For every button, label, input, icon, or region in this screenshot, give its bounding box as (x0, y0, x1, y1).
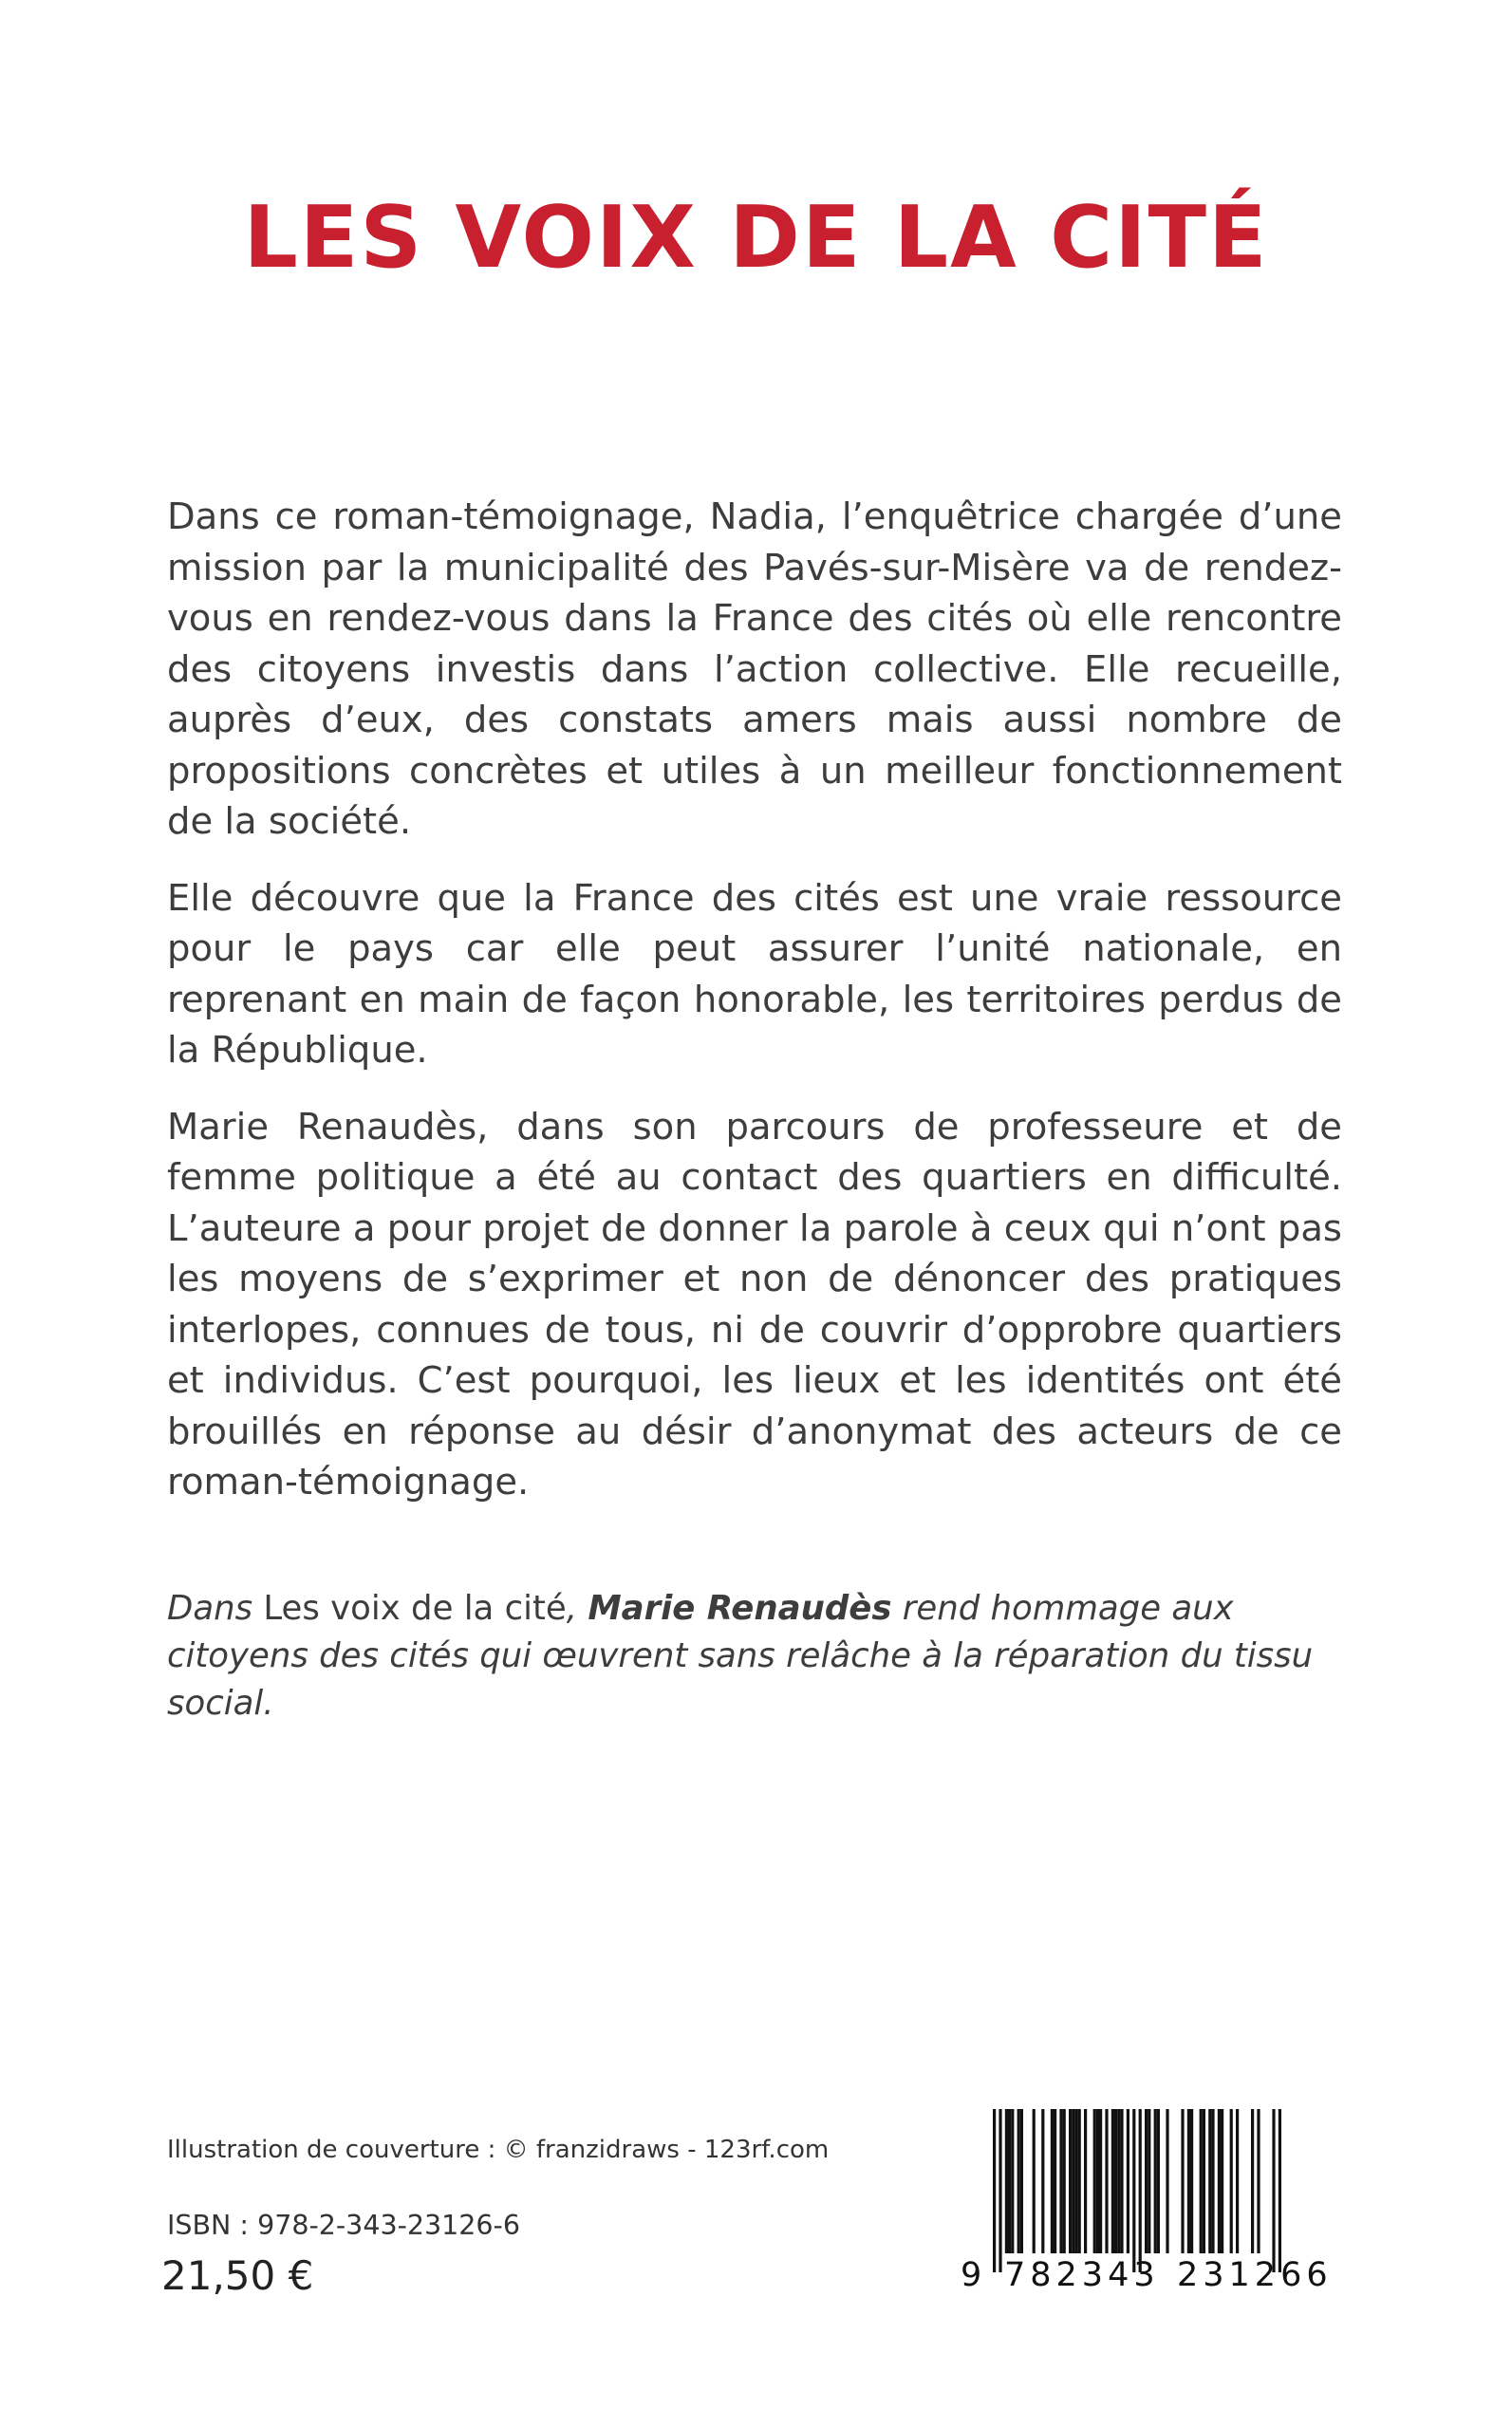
barcode-bar (1054, 2109, 1056, 2253)
barcode-bar (1114, 2109, 1117, 2253)
barcode-bar (1017, 2109, 1020, 2253)
barcode-bar (1005, 2109, 1008, 2253)
barcode-bar (1190, 2109, 1193, 2253)
barcode-bar (1139, 2109, 1142, 2272)
barcode-bar (1154, 2109, 1157, 2253)
barcode-bar (1099, 2109, 1102, 2253)
barcode-bar (1132, 2109, 1135, 2272)
summary (167, 492, 1342, 1534)
barcode-bar (1096, 2109, 1099, 2253)
barcode-bar (1279, 2109, 1281, 2272)
barcode-bar (1230, 2109, 1233, 2253)
barcode-bar (1117, 2109, 1120, 2253)
barcode-bar (1033, 2109, 1036, 2253)
tagline-text: rend hommage aux citoyens des cités qui œuvrent sans relâche à la réparation du tissu social. (167, 1589, 1314, 1723)
barcode-bar (1069, 2109, 1072, 2253)
barcode-bar (1221, 2109, 1223, 2253)
barcode-bar (1257, 2109, 1260, 2253)
barcode-group-1: 782343 (1004, 2256, 1160, 2294)
barcode-bar (1145, 2109, 1148, 2253)
tagline-comma: , (566, 1589, 588, 1628)
barcode-bar (1084, 2109, 1087, 2253)
tagline-author: Marie Renaudès (588, 1589, 892, 1628)
barcode-bar (1072, 2109, 1074, 2253)
barcode-lead-digit: 9 (961, 2256, 983, 2294)
barcode-bar (1208, 2109, 1211, 2253)
barcode-bar (1251, 2109, 1254, 2253)
barcode-bar (1008, 2109, 1011, 2253)
barcode-bar (1157, 2109, 1160, 2253)
barcode-bar (1063, 2109, 1066, 2253)
barcode-bar (1074, 2109, 1077, 2253)
barcode-bar (1041, 2109, 1044, 2253)
barcode-bar (1011, 2109, 1014, 2253)
summary-paragraph: Marie Renaudès, dans son parcours de professeure et de femme politique a été au contact des quartiers en difficulté. L’auteure a pour projet de donner la parole à ceux qui n’ont pas les moyens de s’exprimer et non de dénoncer des pratiques interlopes, connues de tous, ni de couvrir d’opprobre quartiers et individus. C’est pourquoi, les lieux et les identités ont été brouillés en réponse au désir d’anonymat des acteurs de ce roman-témoignage. (167, 1105, 1342, 1503)
barcode-bar (1051, 2109, 1054, 2253)
illustration-credit: Illustration de couverture : © franzidraws - 123rf.com (167, 2136, 830, 2164)
barcode-group-2: 231266 (1177, 2256, 1333, 2294)
summary-paragraph: Elle découvre que la France des cités est une vraie ressource pour le pays car elle peut assurer l’unité nationale, en reprenant en main de façon honorable, les territoires perdus de la République. (167, 876, 1342, 1072)
barcode-bar (1078, 2109, 1081, 2253)
barcode-bar (1203, 2109, 1205, 2253)
barcode-bar (1111, 2109, 1114, 2253)
barcode-bar (1218, 2109, 1221, 2253)
barcode-bar (1127, 2109, 1129, 2253)
barcode-bar (1272, 2109, 1275, 2272)
tagline-intro: Dans (167, 1589, 264, 1628)
isbn: ISBN : 978-2-343-23126-6 (167, 2210, 520, 2241)
tagline (167, 1585, 1342, 1727)
price: 21,50 € (161, 2252, 314, 2299)
barcode-bar (1105, 2109, 1108, 2253)
barcode-bar (1187, 2109, 1190, 2253)
tagline-book-title: Les voix de la cité (263, 1589, 567, 1628)
barcode-bar (1200, 2109, 1203, 2253)
barcode-bar (1059, 2109, 1062, 2253)
summary-paragraph: Dans ce roman-témoignage, Nadia, l’enquêtrice chargée d’une mission par la municipalité des Pavés-sur-Misère va de rendez-vous en rendez-vous dans la France des cités où elle rencontre des citoyens investis dans l’action collective. Elle recueille, auprès d’eux, des constats amers mais aussi nombre de propositions concrètes et utiles à un meilleur fonctionnement de la société. (167, 495, 1342, 843)
barcode-bar (1020, 2109, 1023, 2253)
barcode-bar (1211, 2109, 1214, 2253)
barcode-bar (1236, 2109, 1239, 2253)
barcode-bar (993, 2109, 996, 2272)
book-title: LES VOIX DE LA CITÉ (243, 188, 1269, 288)
barcode-bar (1166, 2109, 1168, 2253)
barcode-bar (1120, 2109, 1123, 2253)
barcode-bar (1148, 2109, 1150, 2253)
barcode-bar (1181, 2109, 1184, 2253)
barcode-bar (1093, 2109, 1096, 2253)
barcode-bar (999, 2109, 1001, 2272)
